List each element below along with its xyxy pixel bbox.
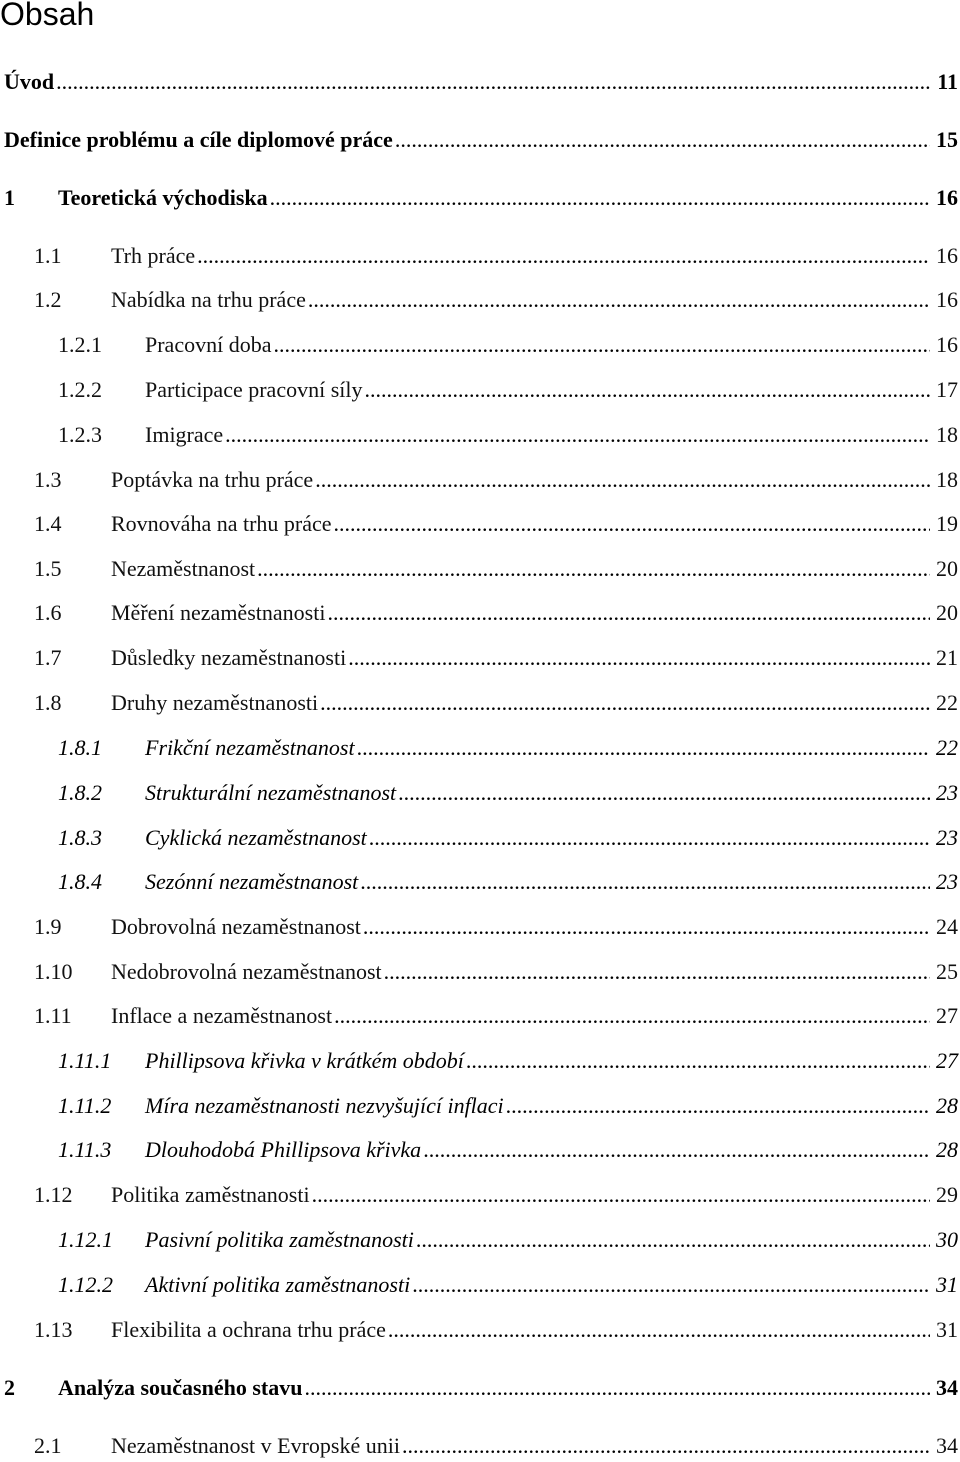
toc-entry[interactable] <box>0 1180 958 1210</box>
toc-entry-number: 1.8.1 <box>58 735 102 760</box>
toc-entry-number: 1.6 <box>34 600 62 625</box>
toc-entry[interactable] <box>0 1091 958 1121</box>
toc-entry-title: Pasivní politika zaměstnanosti <box>145 1227 414 1252</box>
toc-entry-title: Aktivní politika zaměstnanosti <box>145 1272 411 1297</box>
toc-entry[interactable] <box>0 1046 958 1076</box>
toc-dot-leader <box>327 598 930 628</box>
toc-entry[interactable] <box>0 1001 958 1031</box>
toc-entry-number: 1.11.3 <box>58 1137 112 1162</box>
toc-entry-title: Důsledky nezaměstnanosti <box>111 645 347 670</box>
toc-entry-number: 1 <box>4 185 15 210</box>
toc-entry[interactable] <box>0 465 958 495</box>
toc-entry[interactable] <box>0 67 958 97</box>
toc-dot-leader <box>308 285 930 315</box>
toc-entry[interactable] <box>0 867 958 897</box>
toc-entry-number: 1.13 <box>34 1317 73 1342</box>
toc-entry-page-number: 18 <box>936 467 958 492</box>
toc-entry-title: Druhy nezaměstnanosti <box>111 690 319 715</box>
toc-entry[interactable] <box>0 688 958 718</box>
toc-entry-title: Nabídka na trhu práce <box>111 287 306 312</box>
toc-entry[interactable] <box>0 957 958 987</box>
toc-entry-number: 1.12 <box>34 1182 73 1207</box>
toc-entry-number: 1.12.2 <box>58 1272 113 1297</box>
toc-entry-page-number: 15 <box>936 127 958 152</box>
toc-dot-leader <box>412 1270 930 1300</box>
toc-entry-page-number: 29 <box>936 1182 958 1207</box>
toc-entry[interactable] <box>0 598 958 628</box>
toc-dot-leader <box>357 733 930 763</box>
toc-entry-title: Pracovní doba <box>145 332 272 357</box>
toc-entry-page-number: 28 <box>936 1093 958 1118</box>
toc-entry-page-number: 17 <box>936 377 958 402</box>
toc-dot-leader <box>395 125 930 155</box>
toc-dot-leader <box>363 912 930 942</box>
toc-entry-page-number: 27 <box>936 1003 958 1028</box>
toc-entry-number: 1.3 <box>34 467 62 492</box>
toc-entry-page-number: 22 <box>936 735 958 760</box>
toc-entry-title: Participace pracovní síly <box>145 377 363 402</box>
toc-entry-number: 1.12.1 <box>58 1227 113 1252</box>
toc-entry-title: Poptávka na trhu práce <box>111 467 314 492</box>
toc-dot-leader <box>369 823 930 853</box>
toc-dot-leader <box>320 688 930 718</box>
toc-entry-page-number: 23 <box>936 780 958 805</box>
toc-entry-title: Míra nezaměstnanosti nezvyšující inflaci <box>145 1093 504 1118</box>
toc-entry-title: Měření nezaměstnanosti <box>111 600 326 625</box>
toc-dot-leader <box>315 465 930 495</box>
toc-dot-leader <box>197 241 930 271</box>
toc-entry-page-number: 22 <box>936 690 958 715</box>
toc-entry[interactable] <box>0 330 958 360</box>
toc-entry-title: Definice problému a cíle diplomové práce <box>4 127 393 152</box>
toc-entry-page-number: 19 <box>936 511 958 536</box>
toc-entry[interactable] <box>0 1270 958 1300</box>
toc-dot-leader <box>334 1001 930 1031</box>
toc-entry[interactable] <box>0 1373 958 1403</box>
toc-entry-title: Nezaměstnanost v Evropské unii <box>111 1433 400 1458</box>
toc-entry-page-number: 16 <box>936 287 958 312</box>
toc-dot-leader <box>312 1180 930 1210</box>
toc-entry-title: Úvod <box>4 69 55 94</box>
toc-dot-leader <box>225 420 930 450</box>
page-title: Obsah <box>0 0 95 32</box>
toc-dot-leader <box>270 183 930 213</box>
toc-entry-number: 1.10 <box>34 959 73 984</box>
toc-entry-number: 1.1 <box>34 243 62 268</box>
toc-dot-leader <box>506 1091 930 1121</box>
toc-entry-page-number: 25 <box>936 959 958 984</box>
toc-dot-leader <box>384 957 930 987</box>
toc-entry[interactable] <box>0 823 958 853</box>
toc-entry[interactable] <box>0 420 958 450</box>
toc-dot-leader <box>273 330 930 360</box>
toc-entry[interactable] <box>0 509 958 539</box>
toc-entry-number: 1.7 <box>34 645 62 670</box>
toc-entry-page-number: 11 <box>937 69 958 94</box>
toc-dot-leader <box>56 67 930 97</box>
toc-dot-leader <box>304 1373 930 1403</box>
toc-dot-leader <box>416 1225 930 1255</box>
toc-entry-page-number: 31 <box>936 1317 958 1342</box>
toc-entry-title: Rovnováha na trhu práce <box>111 511 332 536</box>
toc-entry-number: 2.1 <box>34 1433 62 1458</box>
toc-entry[interactable] <box>0 554 958 584</box>
toc-entry-title: Dobrovolná nezaměstnanost <box>111 914 361 939</box>
toc-entry-title: Cyklická nezaměstnanost <box>145 825 367 850</box>
toc-entry-page-number: 34 <box>936 1375 958 1400</box>
toc-entry[interactable] <box>0 183 958 213</box>
toc-dot-leader <box>334 509 930 539</box>
toc-entry-number: 1.2.3 <box>58 422 102 447</box>
toc-entry-page-number: 23 <box>936 869 958 894</box>
toc-dot-leader <box>360 867 930 897</box>
toc-entry-page-number: 34 <box>936 1433 958 1458</box>
toc-entry-title: Flexibilita a ochrana trhu práce <box>111 1317 386 1342</box>
toc-entry-page-number: 27 <box>936 1048 958 1073</box>
toc-entry[interactable] <box>0 1315 958 1345</box>
toc-entry[interactable] <box>0 125 958 155</box>
toc-entry-page-number: 28 <box>936 1137 958 1162</box>
toc-entry-title: Dlouhodobá Phillipsova křivka <box>145 1137 422 1162</box>
toc-entry-number: 1.5 <box>34 556 62 581</box>
toc-entry[interactable] <box>0 241 958 271</box>
toc-entry[interactable] <box>0 285 958 315</box>
toc-entry-page-number: 20 <box>936 556 958 581</box>
toc-entry-page-number: 23 <box>936 825 958 850</box>
toc-entry-number: 1.2 <box>34 287 62 312</box>
toc-entry-number: 1.2.2 <box>58 377 102 402</box>
toc-entry[interactable] <box>0 1225 958 1255</box>
toc-entry-page-number: 16 <box>936 243 958 268</box>
toc-entry-title: Politika zaměstnanosti <box>111 1182 310 1207</box>
toc-entry-page-number: 21 <box>936 645 958 670</box>
toc-entry-title: Trh práce <box>111 243 196 268</box>
toc-entry-page-number: 18 <box>936 422 958 447</box>
toc-dot-leader <box>466 1046 930 1076</box>
toc-entry[interactable] <box>0 643 958 673</box>
toc-entry-number: 1.2.1 <box>58 332 102 357</box>
toc-entry-title: Nezaměstnanost <box>111 556 256 581</box>
toc-entry-number: 1.11.1 <box>58 1048 112 1073</box>
toc-entry-title: Frikční nezaměstnanost <box>145 735 355 760</box>
toc-entry-number: 1.8.4 <box>58 869 102 894</box>
toc-entry-number: 1.8 <box>34 690 62 715</box>
toc-entry-title: Phillipsova křivka v krátkém období <box>145 1048 464 1073</box>
toc-dot-leader <box>402 1431 930 1461</box>
toc-entry-page-number: 20 <box>936 600 958 625</box>
toc-entry-number: 1.9 <box>34 914 62 939</box>
toc-dot-leader <box>257 554 930 584</box>
toc-entry[interactable] <box>0 912 958 942</box>
toc-entry[interactable] <box>0 778 958 808</box>
toc-entry-title: Imigrace <box>145 422 224 447</box>
toc-entry-number: 1.4 <box>34 511 62 536</box>
toc-entry-number: 1.8.2 <box>58 780 102 805</box>
toc-entry-number: 2 <box>4 1375 15 1400</box>
toc-entry-number: 1.8.3 <box>58 825 102 850</box>
toc-entry-title: Teoretická východiska <box>58 185 268 210</box>
toc-entry[interactable] <box>0 1431 958 1461</box>
toc-entry-number: 1.11 <box>34 1003 72 1028</box>
toc-entry-page-number: 24 <box>936 914 958 939</box>
toc-dot-leader <box>423 1135 930 1165</box>
toc-entry-number: 1.11.2 <box>58 1093 112 1118</box>
toc-entry[interactable] <box>0 375 958 405</box>
toc-dot-leader <box>388 1315 930 1345</box>
toc-entry-page-number: 16 <box>936 332 958 357</box>
toc-dot-leader <box>364 375 930 405</box>
toc-entry-page-number: 31 <box>936 1272 958 1297</box>
toc-dot-leader <box>398 778 930 808</box>
toc-entry-title: Analýza současného stavu <box>58 1375 303 1400</box>
toc-dot-leader <box>348 643 930 673</box>
toc-entry[interactable] <box>0 1135 958 1165</box>
toc-entry-page-number: 30 <box>936 1227 958 1252</box>
toc-entry-title: Sezónní nezaměstnanost <box>145 869 359 894</box>
toc-entry[interactable] <box>0 733 958 763</box>
toc-entry-title: Nedobrovolná nezaměstnanost <box>111 959 382 984</box>
toc-entry-title: Inflace a nezaměstnanost <box>111 1003 333 1028</box>
toc-entry-page-number: 16 <box>936 185 958 210</box>
toc-entry-title: Strukturální nezaměstnanost <box>145 780 397 805</box>
